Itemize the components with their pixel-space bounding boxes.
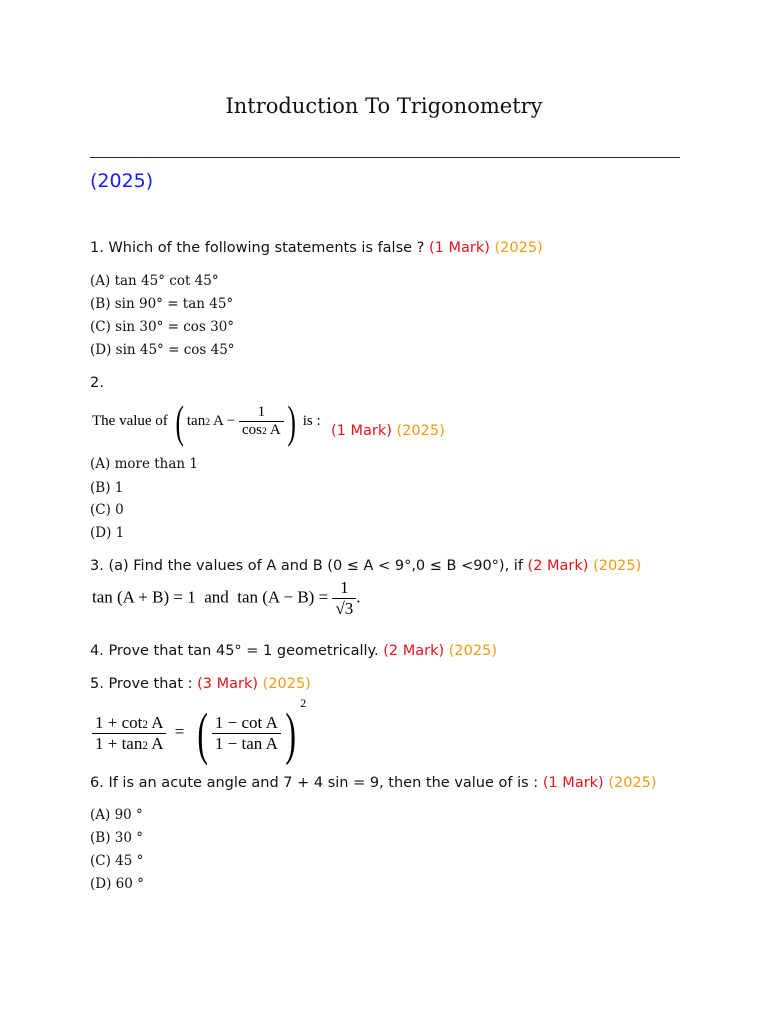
q1-option-d: (D) sin 45° = cos 45°	[90, 342, 235, 358]
question-4-mark: (2 Mark)	[383, 643, 445, 659]
question-4-text: 4. Prove that tan 45° = 1 geometrically.	[90, 643, 379, 659]
title-divider	[90, 157, 680, 158]
q2-fraction	[239, 404, 284, 439]
q1-option-a: (A) tan 45° cot 45°	[90, 273, 219, 289]
question-3-mark: (2 Mark)	[527, 558, 589, 574]
question-4	[90, 643, 497, 659]
q6-option-a: (A) 90 °	[90, 807, 143, 823]
question-2-expression	[92, 395, 321, 448]
q3-fraction-numerator: 1	[332, 578, 356, 599]
q5-rhs-fraction	[212, 713, 281, 754]
question-1-year: (2025)	[494, 240, 543, 256]
q2-math-prefix: The value of	[92, 412, 168, 429]
q3-period: .	[356, 587, 361, 607]
q2-minus: −	[226, 412, 236, 429]
q2-option-a: (A) more than 1	[90, 456, 198, 472]
q3-math-left: tan (A + B) = 1 and tan (A − B) =	[92, 587, 329, 607]
q3-fraction	[332, 578, 356, 619]
question-1	[90, 240, 543, 256]
q1-option-b: (B) sin 90° = tan 45°	[90, 296, 234, 312]
q2-tan-power: 2	[205, 416, 211, 428]
question-2-number: 2.	[90, 375, 104, 391]
section-year-heading: (2025)	[90, 170, 154, 192]
question-1-mark: (1 Mark)	[428, 240, 490, 256]
q5-lhs-den-power: 2	[142, 740, 148, 752]
question-5-identity	[92, 696, 307, 767]
q5-left-paren: (	[196, 701, 208, 766]
q5-equals: =	[174, 722, 185, 742]
q2-math-is: is :	[302, 412, 321, 429]
q2-right-paren: )	[287, 396, 296, 447]
q2-cos: cos	[242, 422, 263, 438]
q5-lhs-num-power: 2	[142, 719, 148, 731]
question-4-year: (2025)	[448, 643, 497, 659]
q6-option-c: (C) 45 °	[90, 853, 144, 869]
q2-fraction-denominator	[239, 422, 284, 439]
question-5-year: (2025)	[262, 676, 311, 692]
q5-right-paren: )	[285, 701, 296, 766]
q5-lhs-num-var: A	[147, 713, 164, 732]
question-6-mark: (1 Mark)	[542, 775, 604, 791]
q6-option-b: (B) 30 °	[90, 830, 143, 846]
q5-power: 2	[300, 696, 307, 710]
question-3-equation	[92, 578, 361, 619]
q5-lhs-fraction	[92, 713, 166, 754]
question-3-text: 3. (a) Find the values of A and B (0 ≤ A < 9°,0 ≤ B <90°), if	[90, 558, 523, 574]
q2-tan: tan	[186, 412, 206, 429]
question-2-mark: (1 Mark)	[331, 423, 392, 439]
question-5-text: 5. Prove that :	[90, 676, 193, 692]
q2-fraction-numerator: 1	[239, 404, 284, 422]
question-6-year: (2025)	[608, 775, 657, 791]
q2-option-c: (C) 0	[90, 502, 124, 518]
question-5-mark: (3 Mark)	[197, 676, 259, 692]
question-6-text: 6. If is an acute angle and 7 + 4 sin = 9, then the value of is :	[90, 775, 539, 791]
q2-left-paren: (	[175, 396, 184, 447]
q5-rhs-denominator: 1 − tan A	[214, 734, 278, 753]
page-title: Introduction To Trigonometry	[225, 94, 543, 118]
q5-lhs-numerator	[92, 713, 166, 734]
q5-lhs-denominator	[92, 734, 166, 754]
q2-var-a: A	[213, 412, 224, 429]
q2-den-var: A	[269, 422, 281, 438]
question-3-year: (2025)	[593, 558, 642, 574]
q5-lhs-num-text: 1 + cot	[95, 713, 143, 732]
q5-lhs-den-text: 1 + tan	[95, 734, 143, 753]
q1-option-c: (C) sin 30° = cos 30°	[90, 319, 235, 335]
q5-rhs-numerator: 1 − cot A	[212, 713, 281, 734]
q6-option-d: (D) 60 °	[90, 876, 144, 892]
question-1-text: 1. Which of the following statements is false ?	[90, 240, 425, 256]
question-6	[90, 775, 657, 791]
q2-option-b: (B) 1	[90, 480, 124, 496]
q2-option-d: (D) 1	[90, 525, 125, 541]
question-2-year: (2025)	[396, 423, 445, 439]
q5-lhs-den-var: A	[147, 734, 164, 753]
q3-fraction-denominator: √3	[335, 599, 354, 618]
question-5	[90, 676, 311, 692]
question-2-tags	[331, 423, 445, 439]
question-3	[90, 558, 641, 574]
q2-cos-power: 2	[262, 426, 267, 437]
